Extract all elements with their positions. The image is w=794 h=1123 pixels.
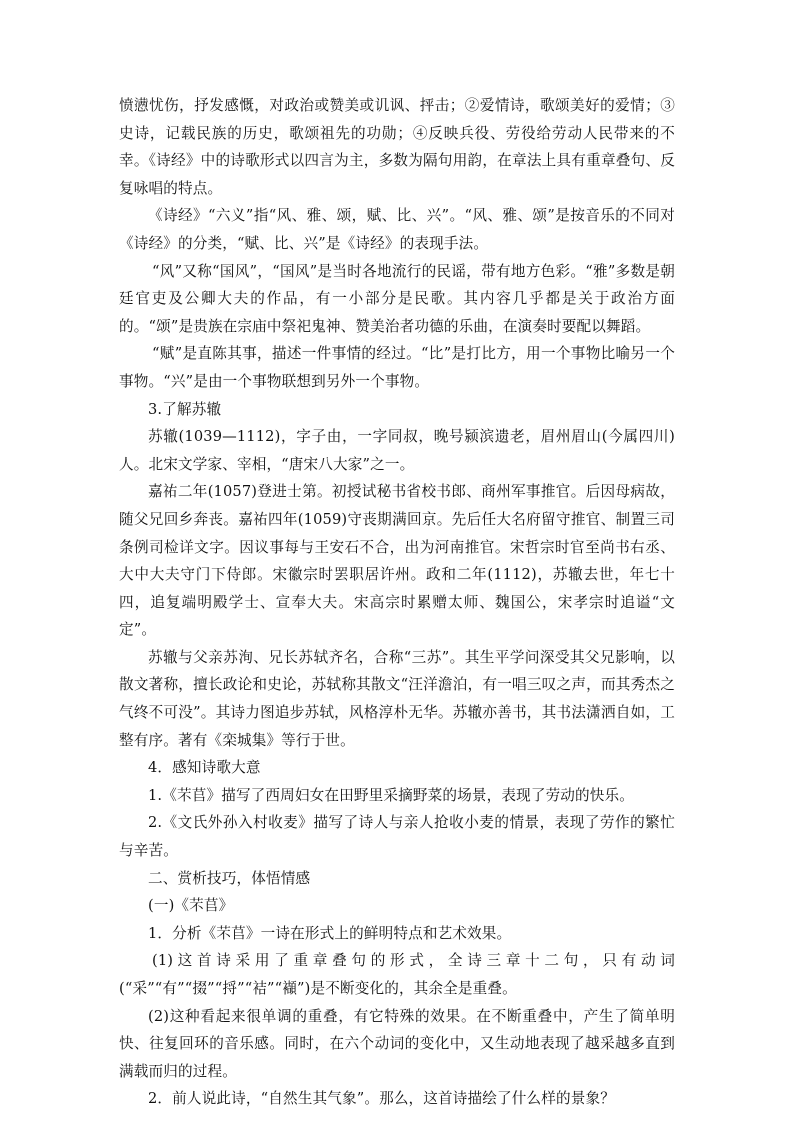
- paragraph-fu-bi-xing: “赋”是直陈其事，描述一件事情的经过。“比”是打比方，用一个事物比喻另一个事物。“兴”是由一个事物联想到另外一个事物。: [119, 345, 675, 390]
- list-item-wenshi-meaning: 2.《文氏外孙入村收麦》描写了诗人与亲人抢收小麦的情景，表现了劳作的繁忙与辛苦。: [119, 814, 675, 860]
- answer-point-1: (1)这首诗采用了重章叠句的形式，全诗三章十二句，只有动词(“采”“有”“掇”“捋”“袺”“襭”)是不断变化的，其余全是重叠。: [119, 952, 675, 997]
- question-form-analysis: 1．分析《芣苢》一诗在形式上的鲜明特点和艺术效果。: [148, 924, 512, 942]
- paragraph-suzhe-works: 苏辙与父亲苏洵、兄长苏轼齐名，合称“三苏”。其生平学问深受其父兄影响，以散文著称，擅长政论和史论，苏轼称其散文“汪洋澹泊，有一唱三叹之声，而其秀杰之气终不可没”。其诗力图追步苏轼，风格淳朴无华。苏辙亦善书，其书法潇洒自如，工整有序。著有《栾城集》等行于世。: [119, 648, 675, 749]
- document-body: [119, 92, 675, 1113]
- paragraph-suzhe-intro: 苏辙(1039—1112)，字子由，一字同叔，晚号颍滨遗老，眉州眉山(今属四川)人。北宋文学家、宰相，“唐宋八大家”之一。: [119, 428, 675, 473]
- list-item-fuyi-meaning: 1.《芣苢》描写了西周妇女在田野里采摘野菜的场景，表现了劳动的快乐。: [148, 786, 635, 804]
- question-scene: 2．前人说此诗，“自然生其气象”。那么，这首诗描绘了什么样的景象？: [148, 1090, 615, 1108]
- section-heading-appreciation: 二、赏析技巧，体悟情感: [148, 869, 311, 887]
- paragraph-liuyi: 《诗经》“六义”指“风、雅、颂，赋、比、兴”。“风、雅、颂”是按音乐的不同对《诗经》的分类，“赋、比、兴”是《诗经》的表现手法。: [119, 207, 675, 252]
- section-heading-sushi: 3.了解苏辙: [148, 400, 222, 418]
- paragraph-shijing-content: 愤懑忧伤，抒发感慨，对政治或赞美或讥讽、抨击；②爱情诗，歌颂美好的爱情；③史诗，记载民族的历史，歌颂祖先的功勋；④反映兵役、劳役给劳动人民带来的不幸。《诗经》中的诗歌形式以四言为主，多数为隔句用韵，在章法上具有重章叠句、反复咏唱的特点。: [119, 97, 675, 197]
- paragraph-suzhe-career: 嘉祐二年(1057)登进士第。初授试秘书省校书郎、商州军事推官。后因母病故，随父兄回乡奔丧。嘉祐四年(1059)守丧期满回京。先后任大名府留守推官、制置三司条例司检详文字。因议事每与王安石不合，出为河南推官。宋哲宗时官至尚书右丞、大中大夫守门下侍郎。宋徽宗时罢职居许州。政和二年(1112)，苏辙去世，年七十四，追复端明殿学士、宣奉大夫。宋高宗时累赠太师、魏国公，宋孝宗时追谥“文定”。: [119, 483, 675, 639]
- section-heading-poem-meaning: 4．感知诗歌大意: [148, 759, 261, 777]
- answer-point-2: (2)这种看起来很单调的重叠，有它特殊的效果。在不断重叠中，产生了简单明快、往复回环的音乐感。同时，在六个动词的变化中，又生动地表现了越采越多直到满载而归的过程。: [119, 1007, 675, 1080]
- subsection-heading-fuyi: (一)《芣苢》: [148, 897, 234, 915]
- paragraph-feng-ya-song: “风”又称“国风”，“国风”是当时各地流行的民谣，带有地方色彩。“雅”多数是朝廷官吏及公卿大夫的作品，有一小部分是民歌。其内容几乎都是关于政治方面的。“颂”是贵族在宗庙中祭祀鬼神、赞美治者功德的乐曲，在演奏时要配以舞蹈。: [119, 262, 675, 335]
